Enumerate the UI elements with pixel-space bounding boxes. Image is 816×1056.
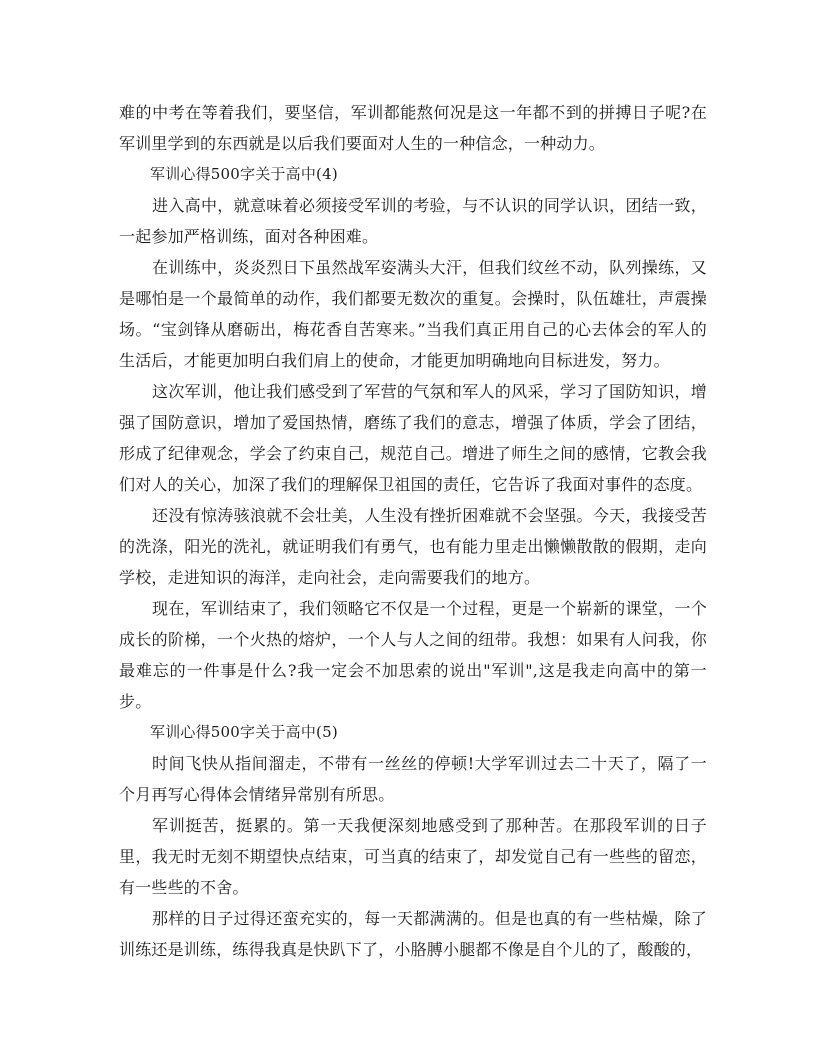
paragraph: 现在，军训结束了，我们领略它不仅是一个过程，更是一个崭新的课堂，一个成长的阶梯，一个火热的熔炉，一个人与人之间的纽带。我想：如果有人问我，你最难忘的一件事是什么?我一定会不加思索的说出"军训",这是我走向高中的第一步。 xyxy=(119,599,707,711)
section-heading-5: 军训心得500字关于高中(5) xyxy=(150,723,338,741)
document-body xyxy=(119,97,707,965)
paragraph: 那样的日子过得还蛮充实的，每一天都满满的。但是也真的有一些枯燥，除了训练还是训练，练得我真是快趴下了，小胳膊小腿都不像是自个儿的了，酸酸的， xyxy=(119,909,707,959)
paragraph: 军训挺苦，挺累的。第一天我便深刻地感受到了那种苦。在那段军训的日子里，我无时无刻不期望快点结束，可当真的结束了，却发觉自己有一些些的留恋，有一些些的不舍。 xyxy=(119,816,707,897)
paragraph: 还没有惊涛骇浪就不会壮美，人生没有挫折困难就不会坚强。今天，我接受苦的洗涤，阳光的洗礼，就证明我们有勇气，也有能力里走出懒懒散散的假期，走向学校，走进知识的海洋，走向社会，走向需要我们的地方。 xyxy=(119,506,707,587)
paragraph: 进入高中，就意味着必须接受军训的考验，与不认识的同学认识，团结一致，一起参加严格训练，面对各种困难。 xyxy=(119,196,707,246)
paragraph: 在训练中，炎炎烈日下虽然战军姿满头大汗，但我们纹丝不动，队列操练，又是哪怕是一个最简单的动作，我们都要无数次的重复。会操时，队伍雄壮，声震操场。“宝剑锋从磨砺出，梅花香自苦寒来。”当我们真正用自己的心去体会的军人的生活后，才能更加明白我们肩上的使命，才能更加明确地向目标进发，努力。 xyxy=(119,258,707,370)
paragraph: 这次军训，他让我们感受到了军营的气氛和军人的风采，学习了国防知识，增强了国防意识，增加了爱国热情，磨练了我们的意志，增强了体质，学会了团结，形成了纪律观念，学会了约束自己，规范自己。增进了师生之间的感情，它教会我们对人的关心，加深了我们的理解保卫祖国的责任，它告诉了我面对事件的态度。 xyxy=(119,382,707,494)
paragraph: 时间飞快从指间溜走，不带有一丝丝的停顿!大学军训过去二十天了，隔了一个月再写心得体会情绪异常别有所思。 xyxy=(119,754,707,804)
section-heading-4: 军训心得500字关于高中(4) xyxy=(150,165,338,183)
paragraph-continuation: 难的中考在等着我们，要坚信，军训都能熬何况是这一年都不到的拼搏日子呢?在军训里学到的东西就是以后我们要面对人生的一种信念，一种动力。 xyxy=(119,103,707,153)
